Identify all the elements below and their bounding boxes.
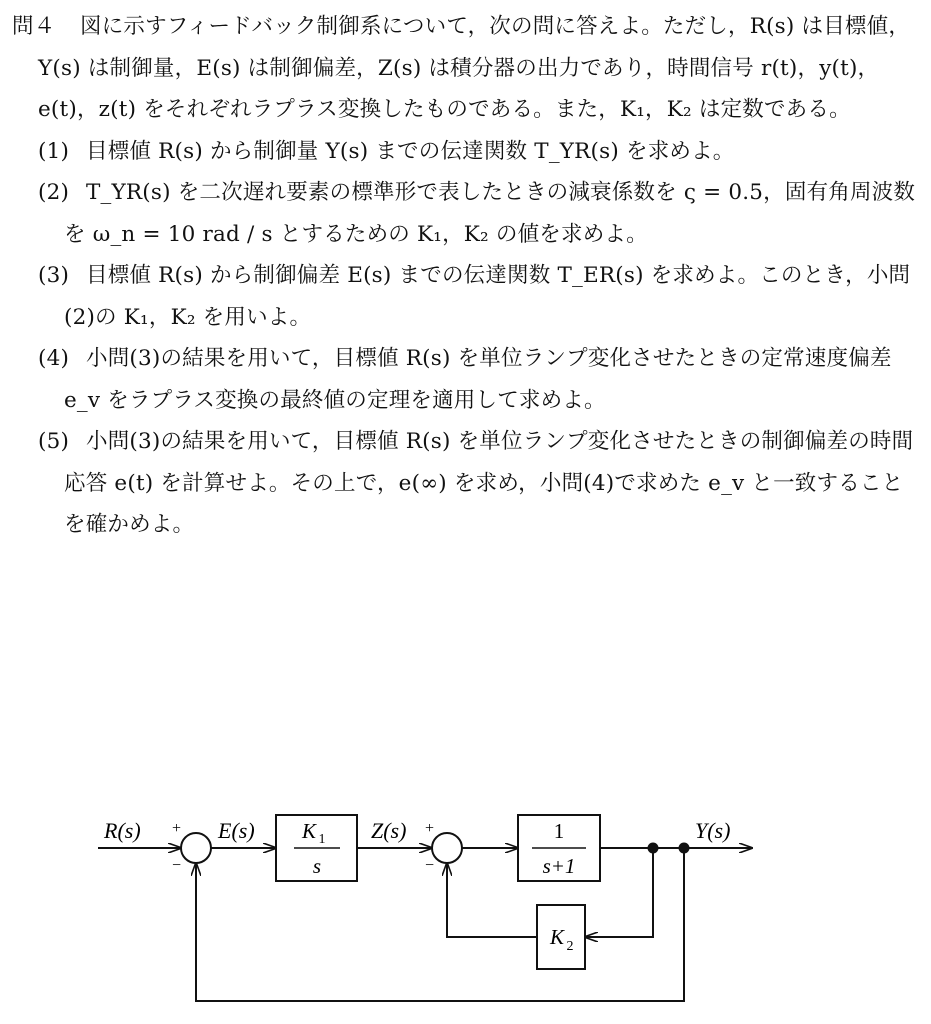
subquestion-text: 目標値 R(s) から制御偏差 E(s) までの伝達関数 T_ER(s) を求めよ。このとき，小問(2)の K₁，K₂ を用いよ。 (64, 263, 911, 330)
subquestion-1 (12, 131, 917, 173)
inner-junction-plus-sign: + (425, 820, 435, 837)
outer-junction-plus-sign: + (172, 820, 182, 837)
subquestion-text: T_YR(s) を二次遅れ要素の標準形で表したときの減衰係数を ς = 0.5，固有角周波数を ω_n = 10 rad / s とするための K₁，K₂ の値を求めよ。 (64, 180, 916, 247)
outer-feedback-path (196, 848, 684, 1001)
plant-denominator: s+1 (542, 854, 576, 878)
output-signal-label: Y(s) (695, 818, 731, 843)
feedback-gain-subscript: 2 (566, 939, 574, 954)
summing-junction-outer (181, 833, 211, 863)
integrator-numerator: K (301, 819, 317, 843)
input-signal-label: R(s) (104, 818, 141, 843)
error-signal-label: E(s) (218, 818, 255, 843)
subquestion-5 (12, 421, 917, 546)
subquestion-number: (3) (38, 263, 70, 288)
integrator-output-label: Z(s) (371, 818, 407, 843)
problem-intro (12, 6, 917, 131)
subquestion-number: (5) (38, 429, 70, 454)
summing-junction-inner (432, 833, 462, 863)
inner-junction-minus-sign: − (425, 857, 435, 874)
subquestion-number: (4) (38, 346, 70, 371)
block-diagram (0, 790, 931, 1024)
problem (12, 6, 917, 546)
subquestion-text: 小問(3)の結果を用いて，目標値 R(s) を単位ランプ変化させたときの定常速度偏差 e_v をラプラス変換の最終値の定理を適用して求めよ。 (64, 346, 892, 413)
integrator-numerator-subscript: 1 (318, 832, 326, 847)
subquestion-text: 小問(3)の結果を用いて，目標値 R(s) を単位ランプ変化させたときの制御偏差の時間応答 e(t) を計算せよ。その上で，e(∞) を求め，小問(4)で求めた e_v と一致することを確かめよ。 (64, 429, 914, 537)
problem-label: 問４ (12, 14, 56, 39)
plant-numerator: 1 (553, 819, 565, 843)
integrator-denominator: s (312, 854, 322, 878)
subquestion-2 (12, 172, 917, 255)
subquestion-text: 目標値 R(s) から制御量 Y(s) までの伝達関数 T_YR(s) を求めよ。 (86, 138, 735, 164)
outer-junction-minus-sign: − (172, 857, 182, 874)
subquestion-number: (1) (38, 138, 70, 164)
subquestion-number: (2) (38, 180, 70, 205)
subquestion-3 (12, 255, 917, 338)
subquestion-4 (12, 338, 917, 421)
problem-intro-text: 図に示すフィードバック制御系について，次の問に答えよ。ただし，R(s) は目標値，Y(s) は制御量，E(s) は制御偏差，Z(s) は積分器の出力であり，時間信号 r(t)，y(t)，e(t)，z(t) をそれぞれラプラス変換したものである。また，K₁，K₂ は定数である。 (38, 14, 911, 122)
feedback-gain-label: K (549, 925, 565, 949)
